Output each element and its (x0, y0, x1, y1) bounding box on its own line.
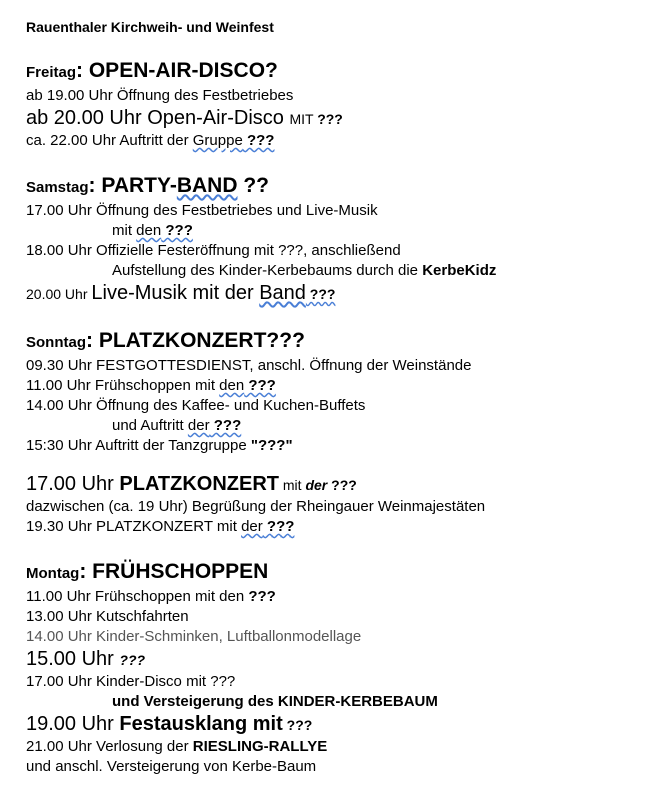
saturday-line-5 (26, 281, 658, 306)
saturday-headline-3: ?? (237, 174, 269, 197)
friday-line-2-mit: MIT (289, 111, 318, 127)
saturday-line-4 (26, 261, 658, 281)
monday-line-5: 17.00 Uhr Kinder-Disco mit ??? (26, 673, 236, 690)
sunday-line-2-den: den (219, 377, 245, 394)
saturday-colon: : (88, 174, 96, 197)
friday-line-2-text: ab 20.00 Uhr Open-Air-Disco (26, 107, 290, 129)
sunday-line-6-der: der (305, 477, 328, 493)
sunday-line-4 (26, 416, 658, 436)
saturday-line-2-text: mit (112, 222, 137, 239)
sunday-line-4-placeholder: ??? (209, 417, 242, 434)
friday-line-1: ab 19.00 Uhr Öffnung des Festbetriebes (26, 87, 294, 104)
sunday-line-1: 09.30 Uhr FESTGOTTESDIENST, anschl. Öffnung der Weinstände (26, 357, 472, 374)
monday-line-8-rallye: RIESLING-RALLYE (192, 738, 328, 755)
saturday-line-2 (26, 221, 658, 241)
spacer (26, 456, 658, 472)
friday-colon: : (76, 59, 84, 82)
monday-line-4 (26, 647, 658, 672)
friday-line-2-placeholder: ??? (317, 111, 343, 127)
saturday-line-2-den: den (136, 222, 162, 239)
friday-line-3-placeholder: ??? (242, 132, 275, 149)
monday-line-9: und anschl. Versteigerung von Kerbe-Baum (26, 758, 317, 775)
monday-line-2: 13.00 Uhr Kutschfahrten (26, 608, 189, 625)
sunday-line-8-text: 19.30 Uhr PLATZKONZERT mit (26, 518, 242, 535)
sunday-line-2 (26, 376, 658, 396)
friday-line-3-text: ca. 22.00 Uhr Auftritt der (26, 132, 193, 149)
saturday-headline-band: BAND (176, 174, 238, 197)
sunday-line-6-platzkonzert: PLATZKONZERT (119, 473, 279, 495)
sunday-headline: PLATZKONZERT??? (93, 329, 305, 352)
friday-line-3-gruppe: Gruppe (192, 132, 243, 149)
monday-heading (26, 559, 658, 587)
sunday-line-2-placeholder: ??? (244, 377, 276, 394)
friday-line-3 (26, 131, 658, 151)
sunday-line-8 (26, 517, 658, 537)
monday-colon: : (79, 560, 87, 583)
saturday-line-4-kerbekidz: KerbeKidz (422, 262, 497, 279)
friday-day-label: Freitag (26, 64, 77, 81)
saturday-line-5-band: Band (259, 282, 306, 304)
sunday-heading (26, 328, 658, 356)
saturday-day-label: Samstag (26, 179, 89, 196)
sunday-line-6 (26, 472, 658, 497)
saturday-line-1: 17.00 Uhr Öffnung des Festbetriebes und Live-Musik (26, 202, 378, 219)
sunday-line-6-mit: mit (279, 477, 306, 493)
monday-line-7 (26, 712, 658, 737)
sunday-day-label: Sonntag (26, 334, 86, 351)
sunday-line-5-text: 15:30 Uhr Auftritt der Tanzgruppe (26, 437, 251, 454)
monday-line-4-placeholder: ??? (119, 652, 146, 668)
monday-line-7-placeholder: ??? (282, 717, 313, 733)
sunday-line-2-text: 11.00 Uhr Frühschoppen mit (26, 377, 220, 394)
monday-day-label: Montag (26, 565, 80, 582)
friday-heading (26, 58, 658, 86)
saturday-headline-1: PARTY- (95, 174, 177, 197)
sunday-line-5 (26, 436, 658, 456)
sunday-line-6-time: 17.00 Uhr (26, 473, 120, 495)
monday-line-4-time: 15.00 Uhr (26, 648, 120, 670)
monday-line-7-festausklang: Festausklang mit (119, 713, 283, 735)
sunday-line-5-placeholder: "???" (250, 437, 293, 454)
saturday-line-5-placeholder: ??? (305, 286, 336, 302)
sunday-colon: : (86, 329, 93, 352)
sunday-line-6-placeholder: ??? (327, 477, 357, 493)
saturday-line-5-time: 20.00 Uhr (26, 286, 92, 302)
monday-headline: FRÜHSCHOPPEN (86, 560, 269, 583)
sunday-line-8-der: der (241, 518, 263, 535)
saturday-line-2-placeholder: ??? (161, 222, 193, 239)
sunday-line-8-placeholder: ??? (262, 518, 295, 535)
saturday-line-5-text: Live-Musik mit der (91, 282, 260, 304)
monday-line-3: 14.00 Uhr Kinder-Schminken, Luftballonmodellage (26, 628, 362, 645)
sunday-line-3: 14.00 Uhr Öffnung des Kaffee- und Kuchen-Buffets (26, 397, 366, 414)
saturday-line-4-text: Aufstellung des Kinder-Kerbebaums durch die (112, 262, 423, 279)
saturday-line-3: 18.00 Uhr Offizielle Festeröffnung mit ???, anschließend (26, 242, 401, 259)
saturday-heading (26, 173, 658, 201)
friday-line-2 (26, 106, 658, 131)
sunday-line-7: dazwischen (ca. 19 Uhr) Begrüßung der Rheingauer Weinmajestäten (26, 498, 486, 515)
monday-line-6: und Versteigerung des KINDER-KERBEBAUM (112, 693, 438, 710)
monday-line-1 (26, 587, 658, 607)
sunday-line-4-der: der (187, 417, 210, 434)
monday-line-8-text: 21.00 Uhr Verlosung der (26, 738, 193, 755)
monday-line-1-text: 11.00 Uhr Frühschoppen mit den (26, 588, 249, 605)
document-title: Rauenthaler Kirchweih- und Weinfest (26, 19, 274, 35)
friday-headline: OPEN-AIR-DISCO? (83, 59, 278, 82)
monday-line-1-placeholder: ??? (248, 588, 276, 605)
monday-line-7-time: 19.00 Uhr (26, 713, 120, 735)
monday-line-8 (26, 737, 658, 757)
sunday-line-4-text: und Auftritt (112, 417, 188, 434)
